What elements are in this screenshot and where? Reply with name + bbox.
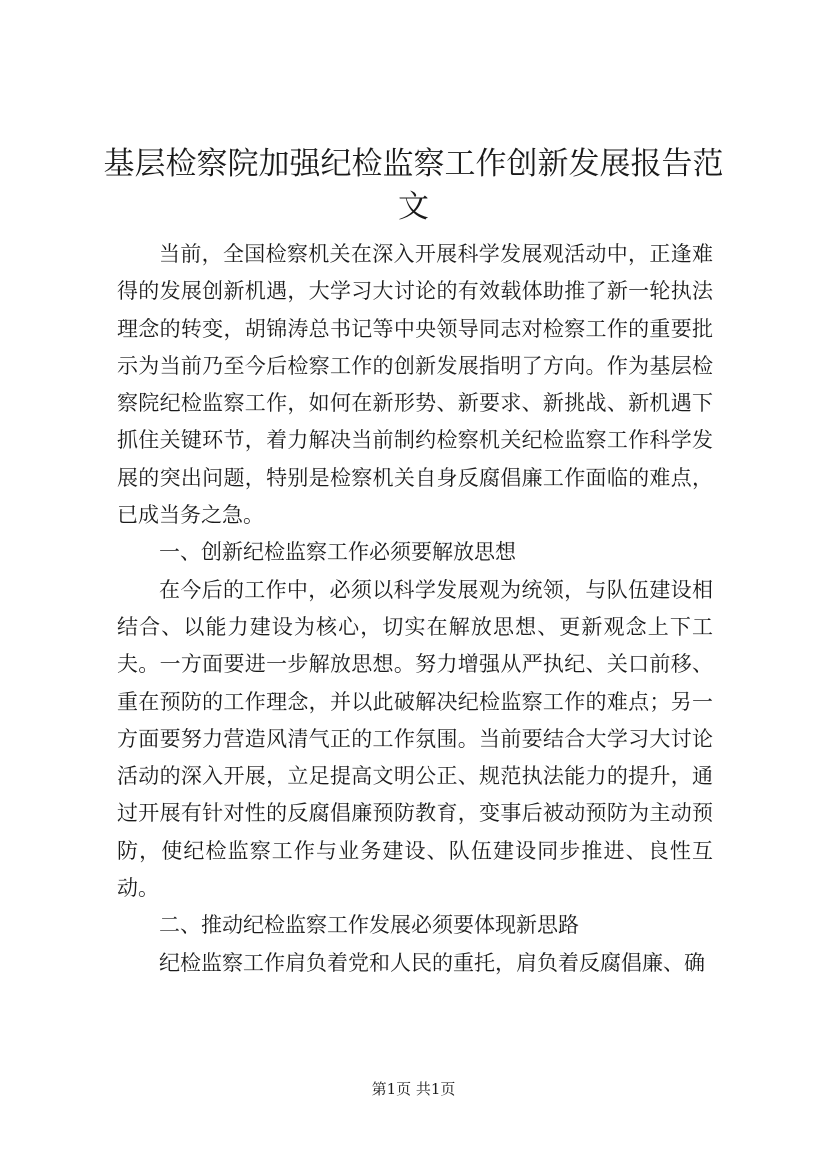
paragraph-section-1: 在今后的工作中，必须以科学发展观为统领，与队伍建设相结合、以能力建设为核心，切实在解放思想、更新观念上下工夫。一方面要进一步解放思想。努力增强从严执纪、关口前移、重在预防的工作理念，并以此破解决纪检监察工作的难点；另一方面要努力营造风清气正的工作氛围。当前要结合大学习大讨论活动的深入开展，立足提高文明公正、规范执法能力的提升，通过开展有针对性的反腐倡廉预防教育，变事后被动预防为主动预防，使纪检监察工作与业务建设、队伍建设同步推进、良性互动。 [117, 577, 713, 901]
document-title: 基层检察院加强纪检监察工作创新发展报告范文 [103, 146, 724, 225]
document-body [117, 236, 713, 982]
section-heading-1: 一、创新纪检监察工作必须要解放思想 [159, 540, 516, 565]
page-footer: 第1页 共1页 [371, 1080, 456, 1098]
paragraph-section-2: 纪检监察工作肩负着党和人民的重托，肩负着反腐倡廉、确 [159, 950, 705, 975]
section-heading-2: 二、推动纪检监察工作发展必须要体现新思路 [159, 913, 579, 938]
paragraph-intro: 当前，全国检察机关在深入开展科学发展观活动中，正逢难得的发展创新机遇，大学习大讨论的有效载体助推了新一轮执法理念的转变，胡锦涛总书记等中央领导同志对检察工作的重要批示为当前乃至今后检察工作的创新发展指明了方向。作为基层检察院纪检监察工作，如何在新形势、新要求、新挑战、新机遇下抓住关键环节，着力解决当前制约检察机关纪检监察工作科学发展的突出问题，特别是检察机关自身反腐倡廉工作面临的难点，已成当务之急。 [117, 242, 713, 528]
